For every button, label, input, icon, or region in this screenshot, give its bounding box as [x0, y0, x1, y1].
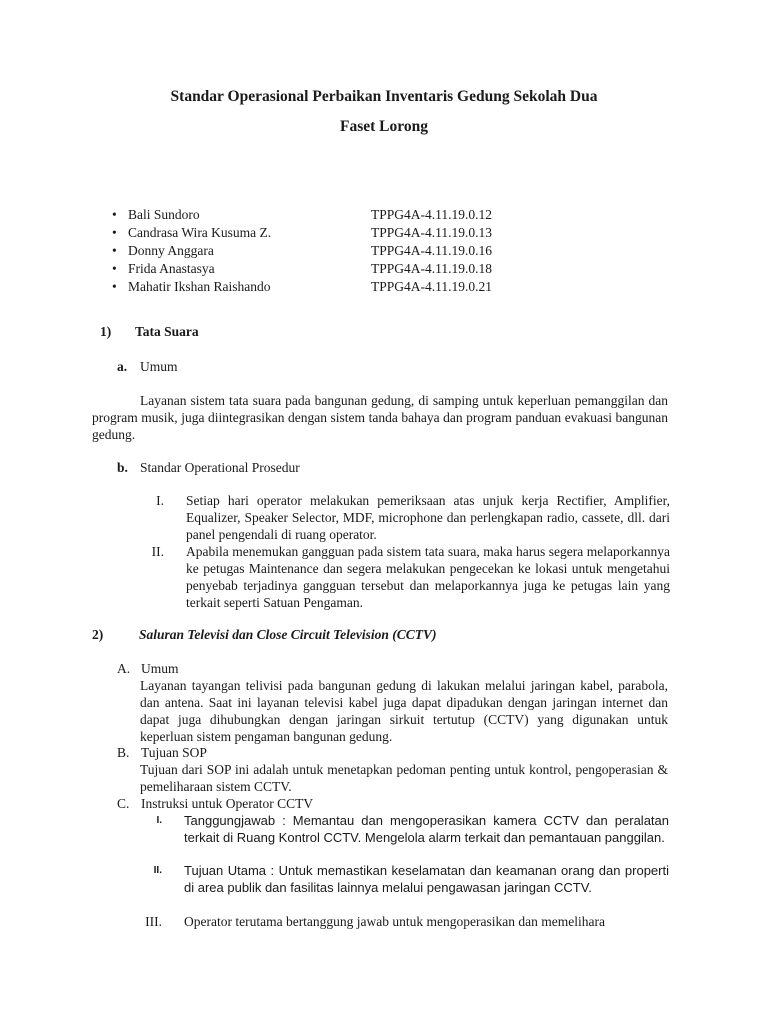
member-nim: TPPG4A-4.11.19.0.18: [371, 261, 493, 276]
section1-a-title: Umum: [140, 359, 178, 374]
section1-b-title: Standar Operational Prosedur: [140, 460, 300, 475]
member-nim: TPPG4A-4.11.19.0.16: [371, 243, 493, 258]
section1-title: Tata Suara: [135, 324, 199, 339]
item-number: I.: [156, 815, 162, 826]
item-number: II.: [151, 544, 164, 559]
section2-title: Saluran Televisi dan Close Circuit Television (CCTV): [139, 627, 437, 642]
member-nim: TPPG4A-4.11.19.0.13: [371, 225, 493, 240]
item-text: Setiap hari operator melakukan pemeriksaan atas unjuk kerja Rectifier, Amplifier, Equalizer, Speaker Selector, MDF, microphone dan perlengkapan radio, cassete, dll. dari panel pengendali di ruang operator.: [186, 493, 670, 542]
section2-b-paragraph: Tujuan dari SOP ini adalah untuk menetapkan pedoman penting untuk kontrol, pengoperasian & pemeliharaan sistem CCTV.: [140, 762, 668, 794]
section2-c-label: C.: [117, 796, 130, 811]
member-list: [112, 206, 532, 296]
item-text: Operator terutama bertanggung jawab untuk mengoperasikan dan memelihara: [184, 914, 605, 929]
section2-number: 2): [92, 627, 104, 642]
member-name: Frida Anastasya: [128, 261, 215, 276]
bullet-icon: •: [112, 261, 117, 276]
section2-b-label: B.: [117, 745, 130, 760]
section2-c-title: Instruksi untuk Operator CCTV: [141, 796, 314, 811]
section1-a-label: a.: [117, 359, 128, 374]
member-row: [112, 242, 532, 260]
bullet-icon: •: [112, 279, 117, 294]
member-name: Candrasa Wira Kusuma Z.: [128, 225, 272, 240]
section2-a-paragraph: Layanan tayangan telivisi pada bangunan gedung di lakukan melalui jaringan kabel, parabola, dan antena. Saat ini layanan televisi kabel juga dapat dipadukan dengan jaringan internet dan dapat juga dihubungkan dengan jaringan sirkuit tertutup (CCTV) yang digunakan untuk keperluan sistem pengaman bangunan gedung.: [140, 678, 668, 744]
section1-a-paragraph: Layanan sistem tata suara pada bangunan gedung, di samping untuk keperluan pemanggilan dan program musik, juga diintegrasikan dengan sistem tanda bahaya dan program panduan evakuasi bangunan gedung.: [92, 393, 668, 442]
section2-a-label: A.: [117, 661, 131, 676]
item-text: Tujuan Utama : Untuk memastikan keselamatan dan keamanan orang dan properti di area publik dan fasilitas lainnya melalui pengawasan jaringan CCTV.: [184, 863, 669, 895]
section1-number: 1): [100, 324, 112, 339]
document-title-line1: Standar Operasional Perbaikan Inventaris Gedung Sekolah Dua: [170, 88, 598, 105]
member-nim: TPPG4A-4.11.19.0.12: [371, 207, 493, 222]
item-text: Tanggungjawab : Memantau dan mengoperasikan kamera CCTV dan peralatan terkait di Ruang Kontrol CCTV. Mengelola alarm terkait dan pemantauan panggilan.: [184, 813, 669, 845]
member-name: Donny Anggara: [128, 243, 214, 258]
item-text: Apabila menemukan gangguan pada sistem tata suara, maka harus segera melaporkannya ke petugas Maintenance dan segera melakukan pengecekan ke lokasi untuk mengetahui penyebab terjadinya gangguan tersebut dan melaporkannya juga ke petugas lain yang terkait seperti Satuan Pengaman.: [186, 544, 670, 610]
item-number: II.: [153, 865, 162, 876]
member-row: [112, 224, 532, 242]
member-row: [112, 278, 532, 296]
item-number: III.: [145, 914, 162, 929]
document-title-line2: Faset Lorong: [340, 118, 428, 135]
bullet-icon: •: [112, 225, 117, 240]
member-row: [112, 260, 532, 278]
item-number: I.: [156, 493, 164, 508]
section1-b-label: b.: [117, 460, 128, 475]
bullet-icon: •: [112, 207, 117, 222]
member-name: Mahatir Ikshan Raishando: [128, 279, 271, 294]
bullet-icon: •: [112, 243, 117, 258]
member-nim: TPPG4A-4.11.19.0.21: [371, 279, 493, 294]
section2-b-title: Tujuan SOP: [141, 745, 207, 760]
section2-a-title: Umum: [141, 661, 179, 676]
member-name: Bali Sundoro: [128, 207, 200, 222]
member-row: [112, 206, 532, 224]
